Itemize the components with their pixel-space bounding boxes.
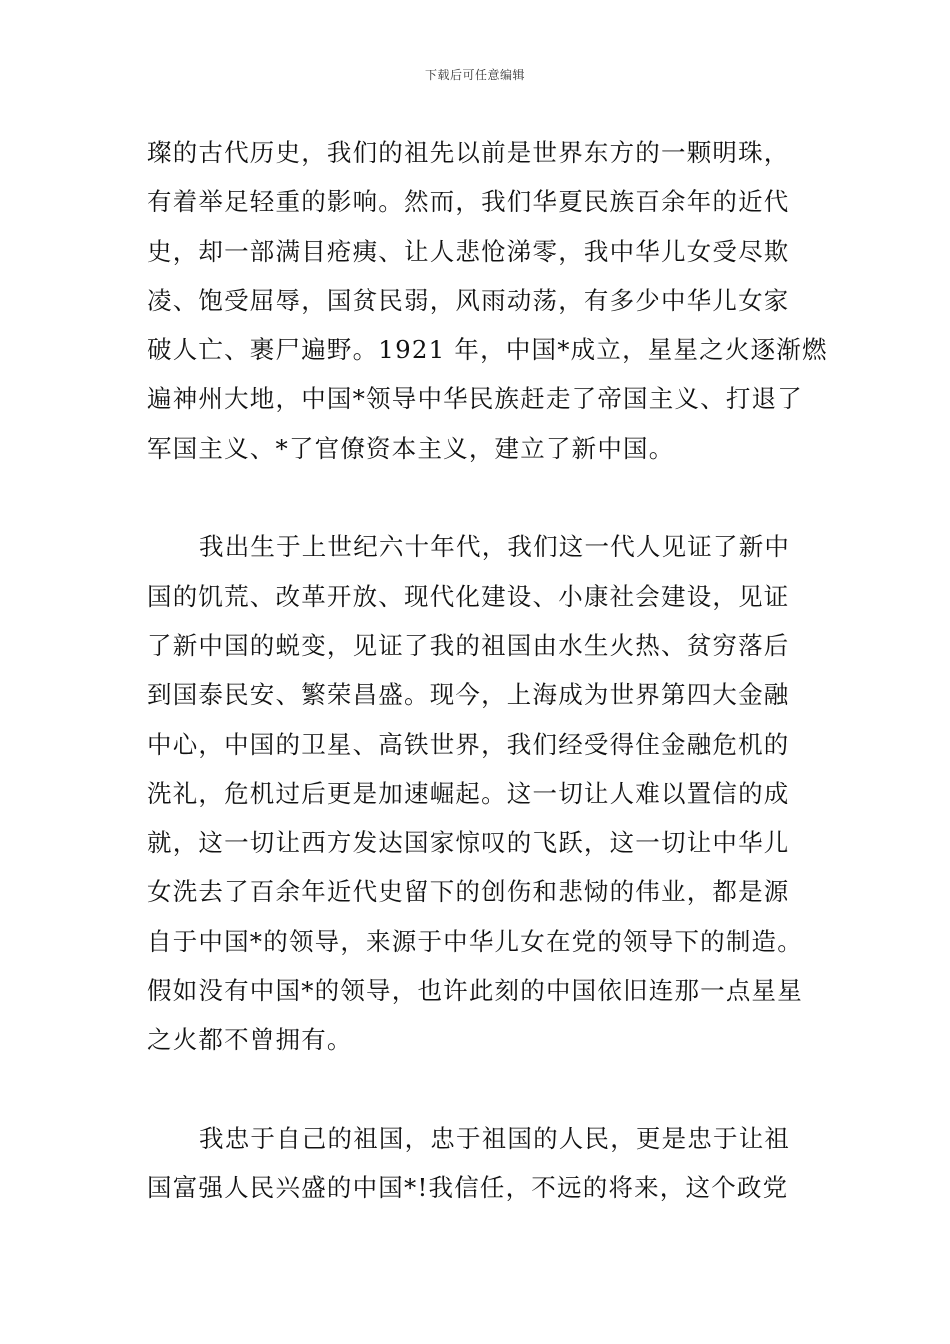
text-line: 到国泰民安、繁荣昌盛。现今，上海成为世界第四大金融 bbox=[147, 680, 790, 710]
text-line: 史，却一部满目疮痍、让人悲怆涕零，我中华儿女受尽欺 bbox=[147, 236, 790, 266]
text-line: 我出生于上世纪六十年代，我们这一代人见证了新中 bbox=[199, 532, 791, 562]
paragraph-3 bbox=[147, 1114, 807, 1213]
text-line: 自于中国*的领导，来源于中华儿女在党的领导下的制造。 bbox=[147, 926, 803, 956]
paragraph-2 bbox=[147, 522, 807, 1064]
text-line: 之火都不曾拥有。 bbox=[147, 1025, 353, 1055]
text-line: 中心，中国的卫星、高铁世界，我们经受得住金融危机的 bbox=[147, 729, 790, 759]
text-line: 我忠于自己的祖国，忠于祖国的人民，更是忠于让祖 bbox=[199, 1123, 791, 1153]
text-line: 军国主义、*了官僚资本主义，建立了新中国。 bbox=[147, 433, 675, 463]
text-line: 遍神州大地，中国*领导中华民族赶走了帝国主义、打退了 bbox=[147, 384, 803, 414]
text-line: 国富强人民兴盛的中国*!我信任，不远的将来，这个政党 bbox=[147, 1173, 789, 1203]
text-line: 女洗去了百余年近代史留下的创伤和悲恸的伟业，都是源 bbox=[147, 877, 790, 907]
text-line: 凌、饱受屈辱，国贫民弱，风雨动荡，有多少中华儿女家 bbox=[147, 285, 790, 315]
text-line: 了新中国的蜕变，见证了我的祖国由水生火热、贫穷落后 bbox=[147, 630, 790, 660]
text-line: 假如没有中国*的领导，也许此刻的中国依旧连那一点星星 bbox=[147, 976, 803, 1006]
paragraph-spacer bbox=[147, 473, 807, 522]
text-line: 就，这一切让西方发达国家惊叹的飞跃，这一切让中华儿 bbox=[147, 828, 790, 858]
paragraph-1 bbox=[147, 128, 828, 473]
text-line: 破人亡、裹尸遍野。1921 年，中国*成立，星星之火逐渐燃 bbox=[147, 335, 828, 365]
text-line: 国的饥荒、改革开放、现代化建设、小康社会建设，见证 bbox=[147, 581, 790, 611]
paragraph-spacer bbox=[147, 1065, 807, 1114]
text-line: 有着举足轻重的影响。然而，我们华夏民族百余年的近代 bbox=[147, 187, 790, 217]
text-line: 璨的古代历史，我们的祖先以前是世界东方的一颗明珠， bbox=[147, 138, 790, 167]
page-header-note: 下载后可任意编辑 bbox=[424, 68, 525, 82]
text-line: 洗礼，危机过后更是加速崛起。这一切让人难以置信的成 bbox=[147, 778, 790, 808]
document-body bbox=[147, 128, 828, 1213]
